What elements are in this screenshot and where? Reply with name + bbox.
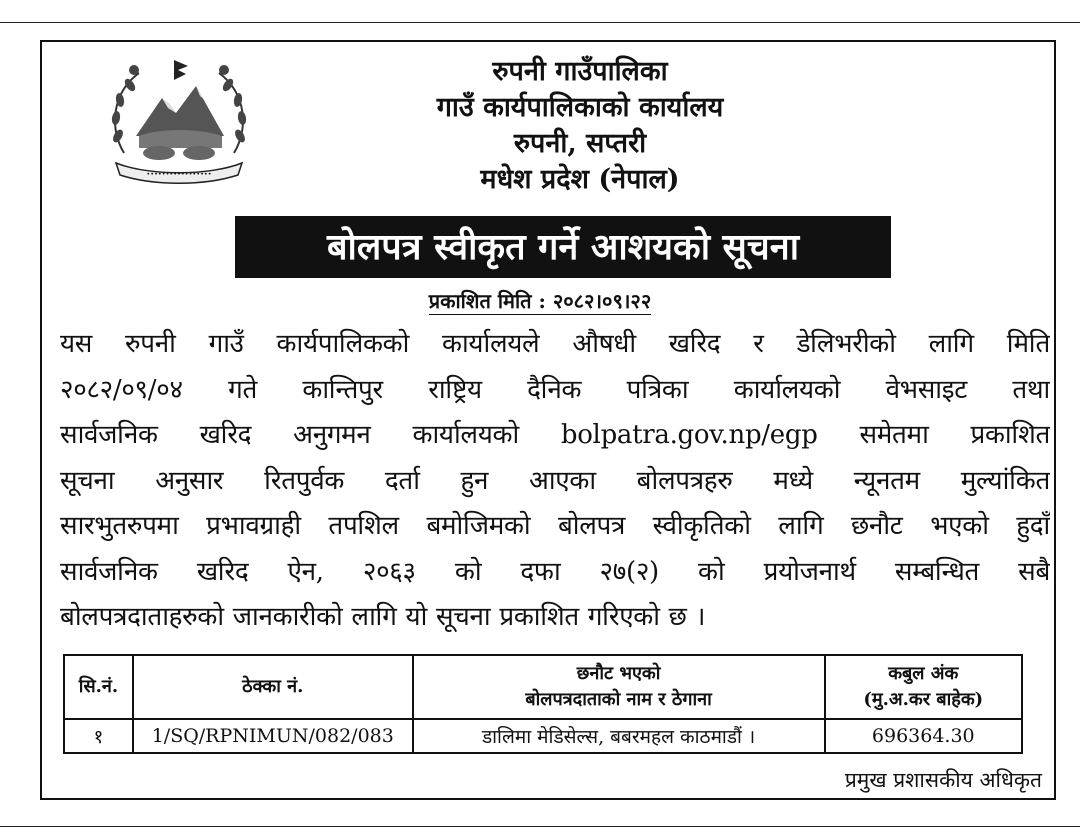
publication-date-line: [0, 287, 1080, 314]
nepal-emblem-icon: [104, 58, 254, 188]
body-line: २०८२/०९/०४ गते कान्तिपुर राष्ट्रिय दैनिक पत्रिका कार्यालयको वेभसाइट तथा: [60, 374, 1050, 405]
office-header: [330, 54, 830, 198]
cell-amount: 696364.30: [825, 719, 1022, 753]
bottom-divider: [0, 826, 1080, 827]
header-sn: सि.नं.: [64, 655, 133, 719]
province-name: मधेश प्रदेश (नेपाल): [480, 164, 680, 195]
header-bidder-line2: बोलपत्रदाताको नाम र ठेगाना: [525, 689, 712, 710]
office-location: रुपनी, सप्तरी: [513, 128, 647, 159]
cell-bidder: डालिमा मेडिसेल्स, बबरमहल काठमाडौं ।: [413, 719, 825, 753]
notice-body: [60, 322, 1050, 641]
body-line: सारभुतरुपमा प्रभावग्राही तपशिल बमोजिमको बोलपत्र स्वीकृतिको लागि छनौट भएको हुदाँ: [60, 511, 1050, 541]
body-line: बोलपत्रदाताहरुको जानकारीको लागि यो सूचना प्रकाशित गरिएको छ ।: [60, 602, 706, 632]
header-bidder-line1: छनौट भएको: [576, 663, 661, 684]
header-contract-no: ठेक्का नं.: [133, 655, 413, 719]
body-line: सार्वजनिक खरिद अनुगमन कार्यालयको bolpatra.gov.np/egp समेतमा प्रकाशित: [60, 420, 1050, 450]
table-header-row: [64, 655, 1022, 719]
body-line: सार्वजनिक खरिद ऐन, २०६३ को दफा २७(२) को प्रयोजनार्थ सम्बन्धित सबै: [60, 556, 1050, 587]
publication-date: २०८२।०९।२२: [552, 289, 652, 313]
table-row: [64, 719, 1022, 753]
municipality-name: रुपनी गाउँपालिका: [492, 56, 668, 87]
body-line: सूचना अनुसार रितपुर्वक दर्ता हुन आएका बोलपत्रहरु मध्ये न्यूनतम मुल्यांकित: [60, 465, 1050, 496]
notice-title: बोलपत्र स्वीकृत गर्ने आशयको सूचना: [235, 216, 891, 278]
top-divider: [0, 22, 1080, 23]
publication-date-label: प्रकाशित मिति :: [428, 289, 553, 313]
svg-text:•••••••••••••••••: •••••••••••••••••: [146, 170, 212, 178]
header-bidder: [413, 655, 825, 719]
signatory-title: प्रमुख प्रशासकीय अधिकृत: [844, 768, 1042, 792]
header-amount: [825, 655, 1022, 719]
office-name: गाउँ कार्यपालिकाको कार्यालय: [436, 92, 724, 123]
header-amount-line2: (मु.अ.कर बाहेक): [863, 689, 984, 710]
cell-sn: १: [64, 719, 133, 753]
award-table: [63, 654, 1023, 754]
body-line: यस रुपनी गाउँ कार्यपालिकको कार्यालयले औषधी खरिद र डेलिभरीको लागि मिति: [60, 329, 1050, 359]
header-amount-line1: कबुल अंक: [888, 663, 959, 684]
cell-contract-no: 1/SQ/RPNIMUN/082/083: [133, 719, 413, 753]
